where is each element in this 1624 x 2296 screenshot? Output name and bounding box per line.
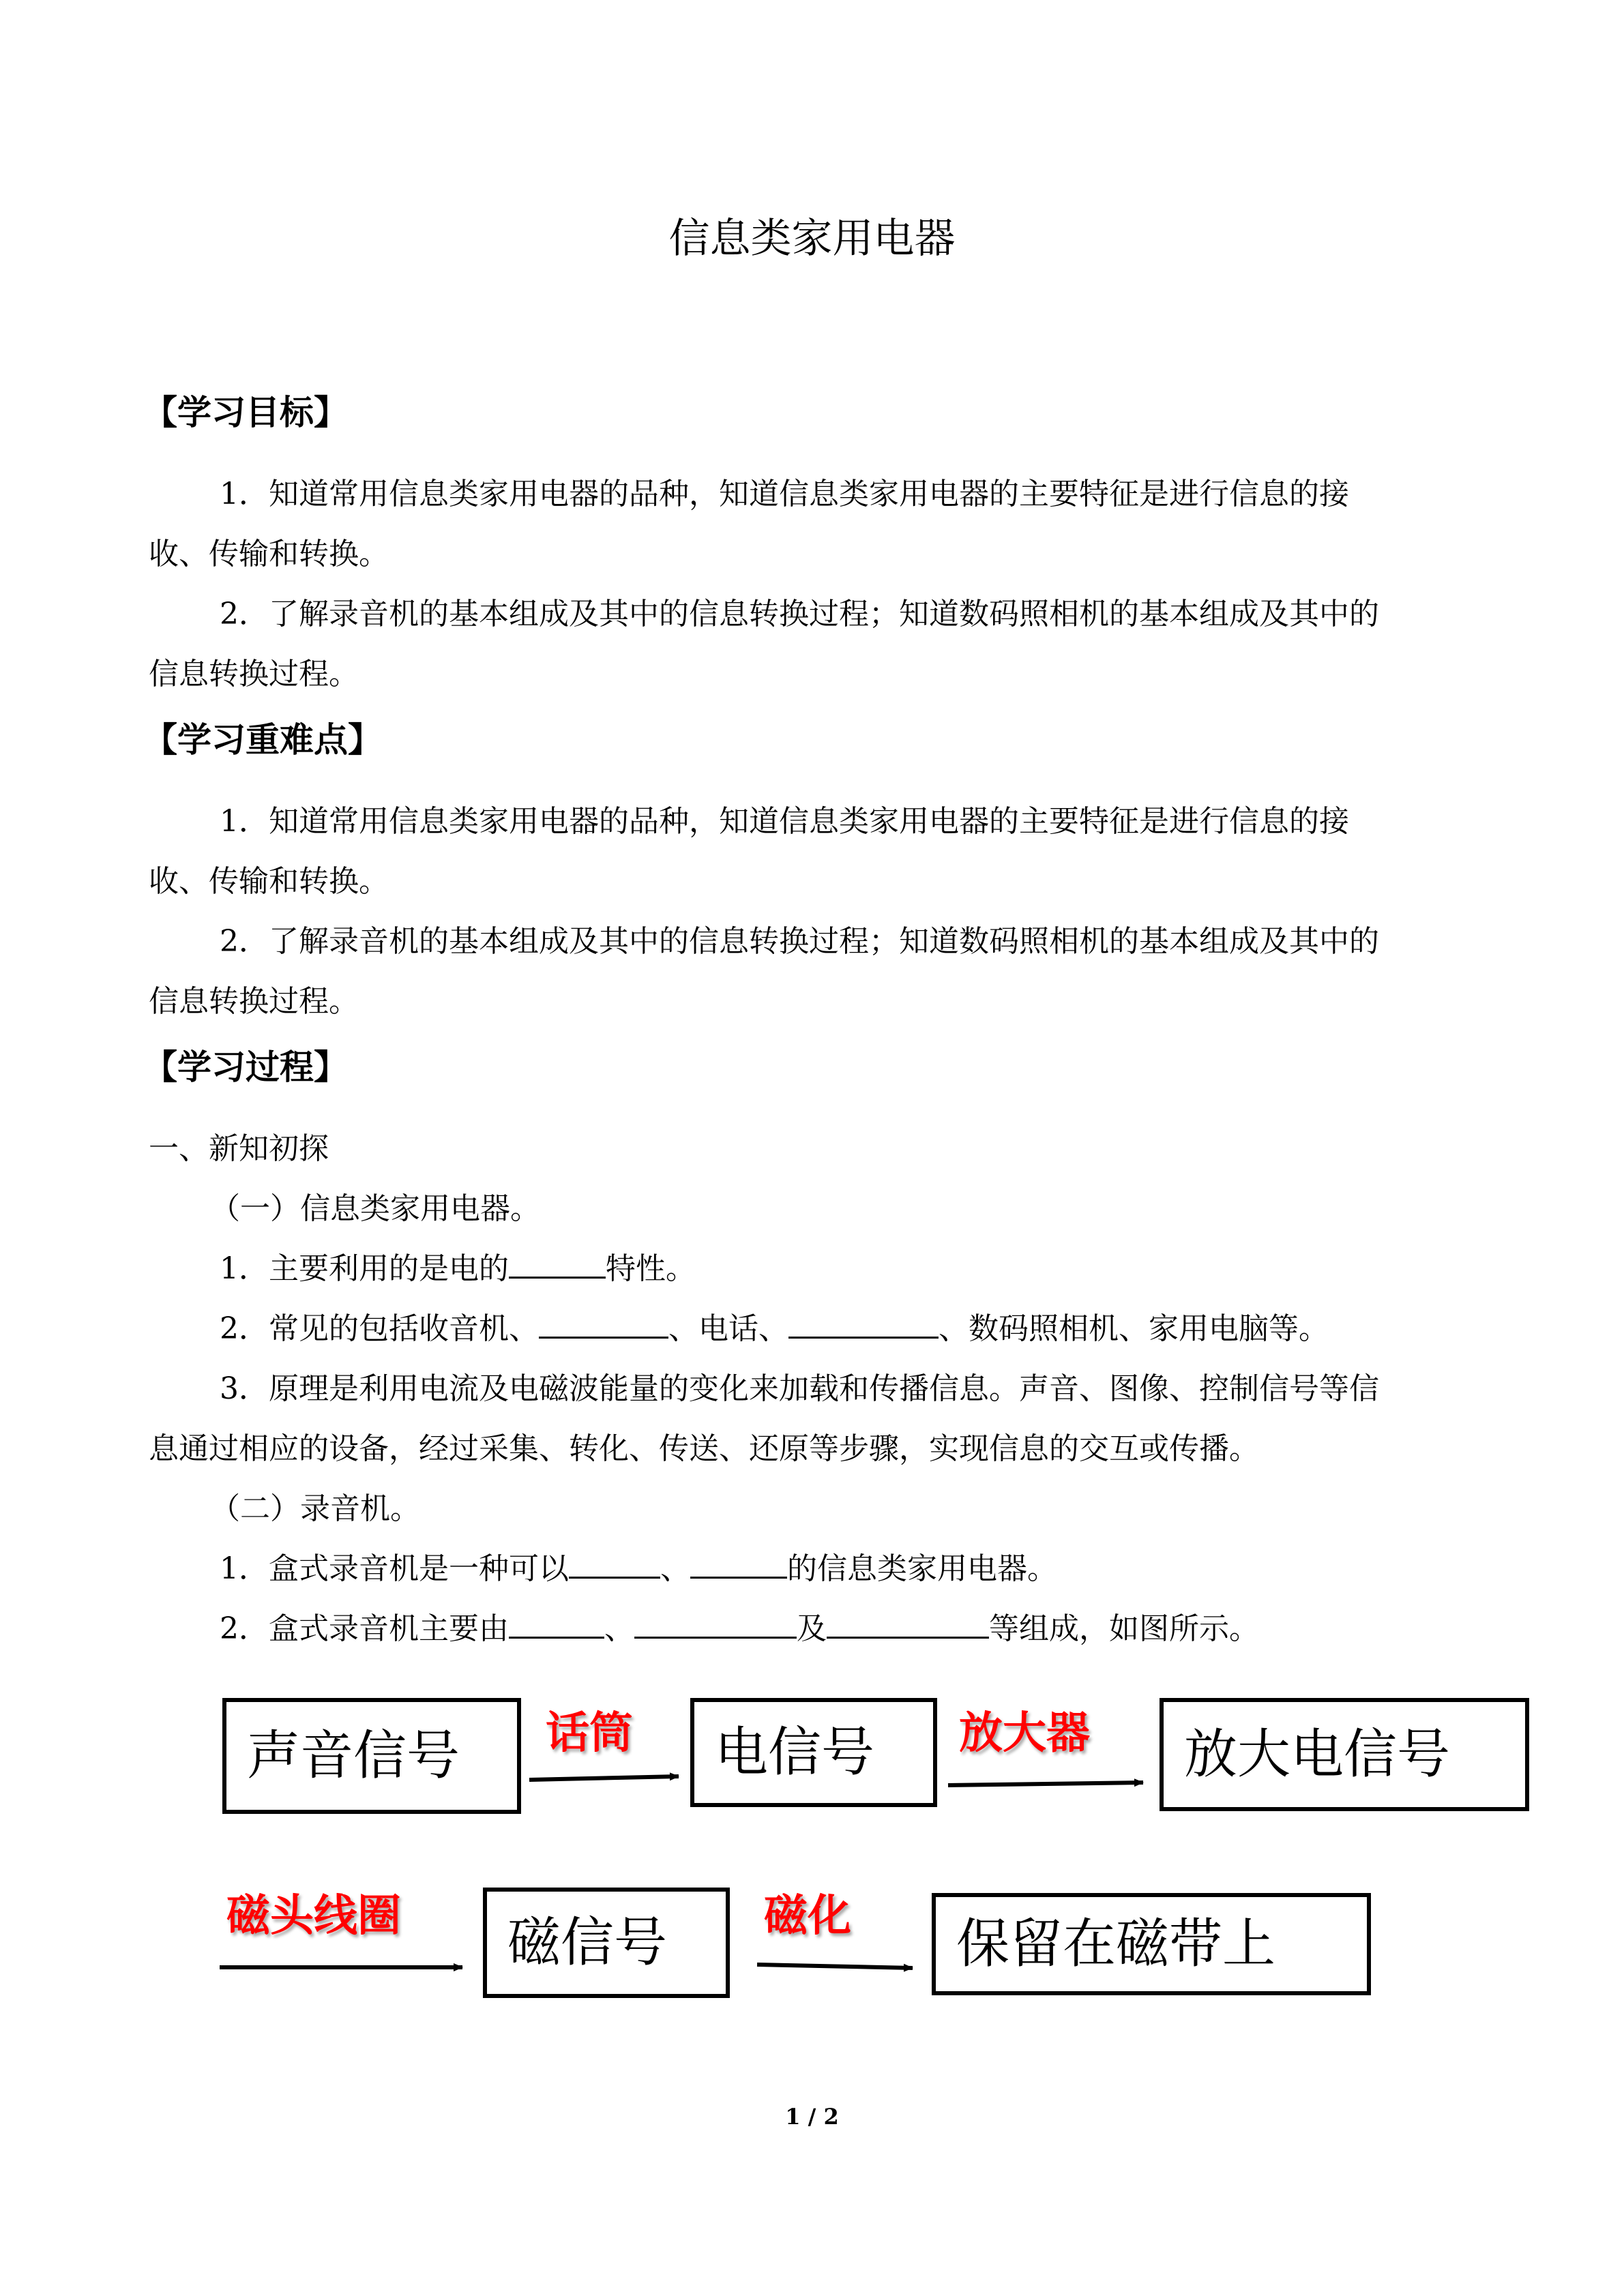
question-2-2: 2．盒式录音机主要由 、 及 等组成，如图所示。	[220, 1609, 1259, 1650]
heading-objectives: 【学习目标】	[143, 392, 348, 432]
keypoint-2-line1: 2．了解录音机的基本组成及其中的信息转换过程；知道数码照相机的基本组成及其中的	[220, 924, 1379, 959]
question-2-1: 1．盒式录音机是一种可以 、 的信息类家用电器。	[220, 1549, 1057, 1590]
arrow-amplifier	[948, 1783, 1143, 1785]
label-microphone: 话筒	[546, 1708, 633, 1759]
objective-1-line1: 1．知道常用信息类家用电器的品种，知道信息类家用电器的主要特征是进行信息的接	[220, 477, 1349, 511]
box-amplified-signal: 放大电信号	[1160, 1698, 1529, 1811]
page-number: 1 / 2	[785, 2104, 839, 2130]
heading-process: 【学习过程】	[143, 1047, 348, 1087]
arrow-microphone	[529, 1776, 679, 1780]
label-amplifier: 放大器	[959, 1708, 1090, 1759]
page-title: 信息类家用电器	[668, 215, 956, 263]
keypoint-1-line2: 收、传输和转换。	[149, 864, 389, 899]
box-sound-signal: 声音信号	[222, 1698, 521, 1814]
label-head-coil: 磁头线圈	[226, 1890, 401, 1941]
sub-1-title: （一）信息类家用电器。	[210, 1191, 540, 1226]
keypoint-1-line1: 1．知道常用信息类家用电器的品种，知道信息类家用电器的主要特征是进行信息的接	[220, 804, 1349, 839]
question-1-3-line1: 3．原理是利用电流及电磁波能量的变化来加载和传播信息。声音、图像、控制信号等信	[220, 1371, 1379, 1406]
heading-key-points: 【学习重难点】	[143, 719, 382, 760]
part-1-title: 一、新知初探	[149, 1131, 329, 1166]
keypoint-2-line2: 信息转换过程。	[149, 984, 359, 1019]
question-1-1: 1．主要利用的是电的 特性。	[220, 1249, 696, 1289]
box-tape: 保留在磁带上	[932, 1893, 1371, 1995]
box-electric-signal: 电信号	[690, 1698, 937, 1807]
sub-2-title: （二）录音机。	[210, 1491, 420, 1526]
objective-1-line2: 收、传输和转换。	[149, 537, 389, 571]
box-magnetic-signal: 磁信号	[483, 1888, 730, 1998]
arrow-magnetize	[757, 1965, 913, 1968]
question-1-3-line2: 息通过相应的设备，经过采集、转化、传送、还原等步骤，实现信息的交互或传播。	[149, 1431, 1259, 1466]
question-1-2: 2．常见的包括收音机、 、电话、 、数码照相机、家用电脑等。	[220, 1309, 1329, 1350]
label-magnetize: 磁化	[764, 1890, 851, 1941]
objective-2-line1: 2．了解录音机的基本组成及其中的信息转换过程；知道数码照相机的基本组成及其中的	[220, 597, 1379, 631]
objective-2-line2: 信息转换过程。	[149, 657, 359, 691]
